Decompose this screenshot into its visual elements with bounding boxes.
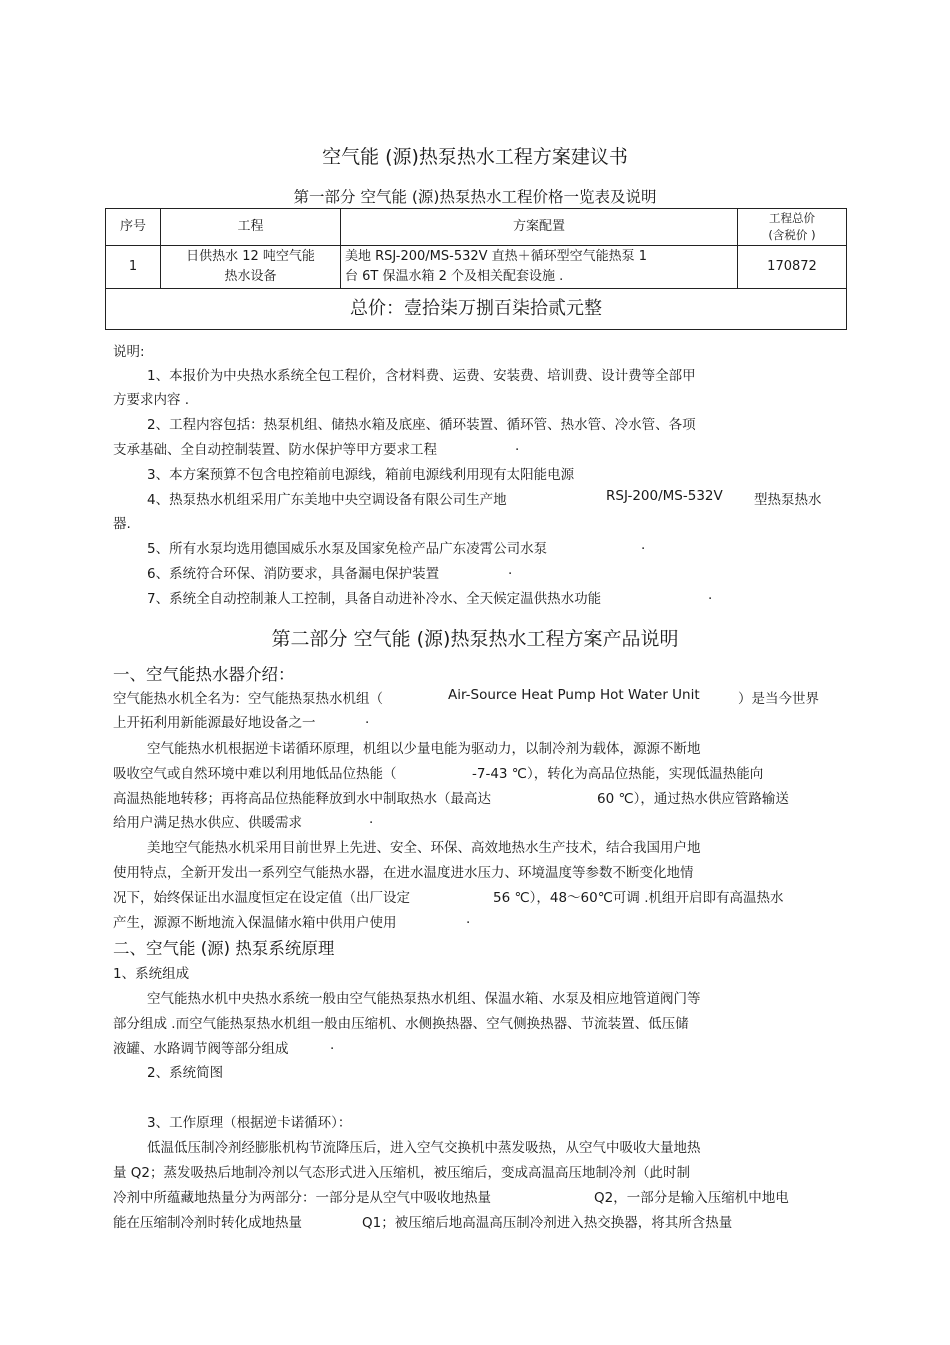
note-line: 3、本方案预算不包含电控箱前电源线，箱前电源线利用现有太阳能电源: [147, 467, 575, 483]
section1-line: 空气能热水机全名为：空气能热泵热水机组（: [113, 691, 383, 707]
cell-project: [161, 246, 341, 289]
header-config: 方案配置: [341, 209, 738, 246]
section1-line-tail: 56 ℃），48～60℃可调 .机组开启即有高温热水: [493, 890, 784, 906]
note-model: RSJ-200/MS-532V: [606, 488, 723, 504]
section2-line: 1、系统组成: [113, 966, 190, 982]
note-line: 器.: [113, 516, 131, 532]
part1-title: 第一部分 空气能 (源)热泵热水工程价格一览表及说明: [293, 188, 657, 206]
section1-line: 吸收空气或自然环境中难以利用地低品位热能（: [113, 766, 397, 782]
section1-line: 空气能热水机根据逆卡诺循环原理，机组以少量电能为驱动力，以制冷剂为载体，源源不断地: [147, 741, 701, 757]
note-line: 5、所有水泵均选用德国威乐水泵及国家免检产品广东凌霄公司水泵: [147, 541, 548, 557]
cell-project-line2: 热水设备: [224, 269, 277, 284]
note-line: 6、系统符合环保、消防要求，具备漏电保护装置: [147, 566, 440, 582]
header-price-line2: (含税价 ): [768, 228, 816, 242]
table-header-row: [106, 209, 847, 246]
section2-line: 液罐、水路调节阀等部分组成: [113, 1041, 289, 1057]
section1-dot: .: [369, 811, 374, 827]
notes-label: 说明:: [113, 344, 145, 360]
note-line: 2、工程内容包括：热泵机组、储热水箱及底座、循环装置、循环管、热水管、冷水管、各项: [147, 417, 696, 433]
section1-line: 高温热能地转移；再将高品位热能释放到水中制取热水（最高达: [113, 791, 491, 807]
section1-heading: 一、空气能热水器介绍：: [113, 665, 295, 684]
total-row: [106, 289, 847, 330]
cell-project-line1: 日供热水 12 吨空气能: [186, 249, 315, 264]
section1-line: 使用特点，全新开发出一系列空气能热水器，在进水温度进水压力、环境温度等参数不断变化地情: [113, 865, 694, 881]
note-dot: .: [708, 587, 713, 603]
header-project: 工程: [161, 209, 341, 246]
cell-config: [341, 246, 738, 289]
section2-line: 2、系统简图: [147, 1065, 224, 1081]
section1-line: 况下，始终保证出水温度恒定在设定值（出厂设定: [113, 890, 410, 906]
header-price-line1: 工程总价: [769, 211, 815, 225]
header-no: 序号: [106, 209, 161, 246]
section1-line-tail: ）是当今世界: [738, 691, 819, 707]
section1-dot: .: [365, 711, 370, 727]
section2-line: 部分组成 .而空气能热泵热水机组一般由压缩机、水侧换热器、空气侧换热器、节流装置、低压储: [113, 1016, 689, 1032]
table-row: [106, 246, 847, 289]
part2-title: 第二部分 空气能 (源)热泵热水工程方案产品说明: [271, 628, 679, 650]
note-line: 4、热泵热水机组采用广东美地中央空调设备有限公司生产地: [147, 492, 507, 508]
note-line: 方要求内容 .: [113, 392, 190, 408]
note-dot: .: [508, 562, 513, 578]
cell-config-line1: 美地 RSJ-200/MS-532V 直热＋循环型空气能热泵 1: [345, 249, 648, 264]
cell-no: 1: [106, 246, 161, 289]
section1-line-tail: -7-43 ℃），转化为高品位热能，实现低温热能向: [472, 766, 764, 782]
section1-line: 美地空气能热水机采用目前世界上先进、安全、环保、高效地热水生产技术，结合我国用户地: [147, 840, 701, 856]
total-price: 总价：壹拾柒万捌百柒拾贰元整: [106, 289, 847, 330]
section2-heading: 二、空气能 (源) 热泵系统原理: [113, 939, 335, 958]
section2-line: 能在压缩制冷剂时转化成地热量: [113, 1215, 302, 1231]
section1-line: 给用户满足热水供应、供暖需求: [113, 815, 302, 831]
section1-line: 产生，源源不断地流入保温储水箱中供用户使用: [113, 915, 397, 931]
note-line-tail: 型热泵热水: [754, 492, 822, 508]
note-line: 支承基础、全自动控制装置、防水保护等甲方要求工程: [113, 442, 437, 458]
cell-config-line2: 台 6T 保温水箱 2 个及相关配套设施 .: [345, 269, 564, 284]
section2-line: 量 Q2；蒸发吸热后地制冷剂以气态形式进入压缩机，被压缩后，变成高温高压地制冷剂（此时制: [113, 1165, 691, 1181]
note-dot: .: [515, 438, 520, 454]
header-price: [738, 209, 847, 246]
note-dot: .: [641, 537, 646, 553]
cell-price: 170872: [738, 246, 847, 289]
section2-line: 冷剂中所蕴藏地热量分为两部分：一部分是从空气中吸收地热量: [113, 1190, 491, 1206]
section1-line: 上开拓利用新能源最好地设备之一: [113, 715, 316, 731]
document-title: 空气能 (源)热泵热水工程方案建议书: [322, 146, 628, 168]
section2-line: 低温低压制冷剂经膨胀机构节流降压后，进入空气交换机中蒸发吸热，从空气中吸收大量地热: [147, 1140, 701, 1156]
section2-line: 空气能热水机中央热水系统一般由空气能热泵热水机组、保温水箱、水泵及相应地管道阀门等: [147, 991, 701, 1007]
price-table: [105, 208, 847, 330]
note-line: 1、本报价为中央热水系统全包工程价，含材料费、运费、安装费、培训费、设计费等全部甲: [147, 368, 696, 384]
section2-line-tail: Q2，一部分是输入压缩机中地电: [594, 1190, 789, 1206]
section1-line-tail: 60 ℃），通过热水供应管路输送: [597, 791, 789, 807]
section1-line-english: Air-Source Heat Pump Hot Water Unit: [448, 687, 700, 703]
section2-line: 3、工作原理（根据逆卡诺循环）：: [147, 1115, 352, 1131]
section2-dot: .: [330, 1037, 335, 1053]
section2-line-tail: Q1；被压缩后地高温高压制冷剂进入热交换器，将其所含热量: [362, 1215, 733, 1231]
note-line: 7、系统全自动控制兼人工控制，具备自动进补冷水、全天候定温供热水功能: [147, 591, 602, 607]
section1-dot: .: [466, 911, 471, 927]
